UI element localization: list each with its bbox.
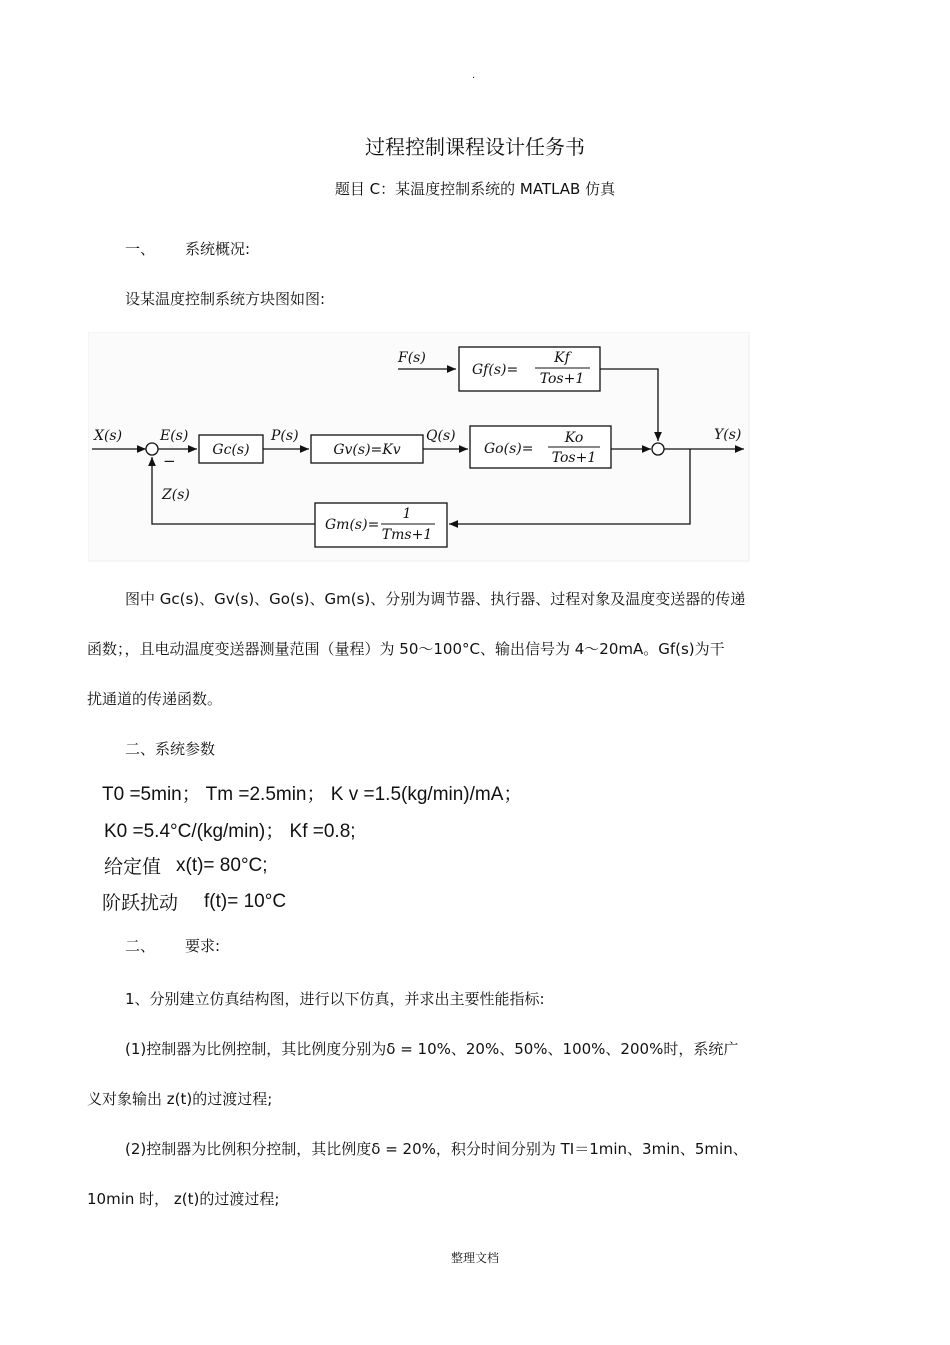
- gf-numerator: Kf: [554, 350, 570, 366]
- label-p: P(s): [271, 428, 299, 444]
- section1-number: 一、: [125, 240, 156, 258]
- description-line-2: 函数；，且电动温度变送器测量范围（量程）为 50～100°C、输出信号为 4～20mA。Gf(s)为干: [87, 640, 725, 658]
- section1-intro: 设某温度控制系统方块图如图:: [125, 290, 326, 308]
- requirement-3-line-1: (2)控制器为比例积分控制，其比例度δ = 20%，积分时间分别为 TI＝1min、3min、5min、: [125, 1140, 748, 1158]
- go-denominator: Tos+1: [551, 450, 597, 466]
- section2-heading: 二、系统参数: [125, 740, 216, 758]
- disturbance-value: f(t)= 10°C: [204, 891, 287, 912]
- setpoint-label: 给定值: [104, 856, 162, 878]
- requirement-2-line-2: 义对象输出 z(t)的过渡过程;: [87, 1090, 273, 1108]
- section3-number: 二、: [125, 937, 156, 955]
- summing-junction-2: [652, 443, 664, 455]
- page-subtitle: 题目 C：某温度控制系统的 MATLAB 仿真: [334, 180, 616, 198]
- gf-lhs: Gf(s)=: [472, 362, 519, 378]
- page-footer: 整理文档: [450, 1251, 499, 1265]
- section3-heading: 要求:: [185, 937, 221, 955]
- label-x: X(s): [94, 428, 123, 444]
- requirement-2-line-1: (1)控制器为比例控制，其比例度分别为δ = 10%、20%、50%、100%、200%时，系统广: [125, 1040, 739, 1058]
- disturbance-label: 阶跃扰动: [102, 892, 179, 914]
- go-lhs: Go(s)=: [484, 441, 534, 457]
- label-q: Q(s): [426, 428, 456, 444]
- gm-denominator: Tms+1: [381, 527, 433, 543]
- page-title: 过程控制课程设计任务书: [365, 135, 585, 159]
- gm-lhs: Gm(s)=: [325, 517, 380, 533]
- setpoint-value: x(t)= 80°C;: [176, 855, 268, 876]
- block-diagram: [88, 332, 750, 562]
- param-line-2: K0 =5.4°C/(kg/min)； Kf =0.8;: [104, 821, 356, 842]
- gf-denominator: Tos+1: [539, 371, 585, 387]
- label-minus: −: [163, 452, 176, 470]
- label-e: E(s): [160, 428, 189, 444]
- section1-heading: 系统概况:: [185, 240, 251, 258]
- label-y: Y(s): [714, 427, 742, 443]
- page-dot: .: [472, 70, 476, 81]
- param-line-1: T0 =5min； Tm =2.5min； K v =1.5(kg/min)/mA；: [102, 784, 523, 805]
- gv-label: Gv(s)=Kv: [333, 442, 401, 458]
- summing-junction-1: [146, 443, 158, 455]
- gc-label: Gc(s): [212, 442, 250, 458]
- label-z: Z(s): [162, 487, 190, 503]
- label-f: F(s): [398, 350, 426, 366]
- requirement-3-line-2: 10min 时， z(t)的过渡过程;: [87, 1190, 280, 1208]
- gm-numerator: 1: [402, 506, 412, 522]
- description-line-3: 扰通道的传递函数。: [87, 690, 223, 708]
- go-numerator: Ko: [564, 430, 584, 446]
- description-line-1: 图中 Gc(s)、Gv(s)、Go(s)、Gm(s)、分别为调节器、执行器、过程对象及温度变送器的传递: [125, 590, 746, 608]
- requirement-1: 1、分别建立仿真结构图，进行以下仿真，并求出主要性能指标:: [125, 990, 545, 1008]
